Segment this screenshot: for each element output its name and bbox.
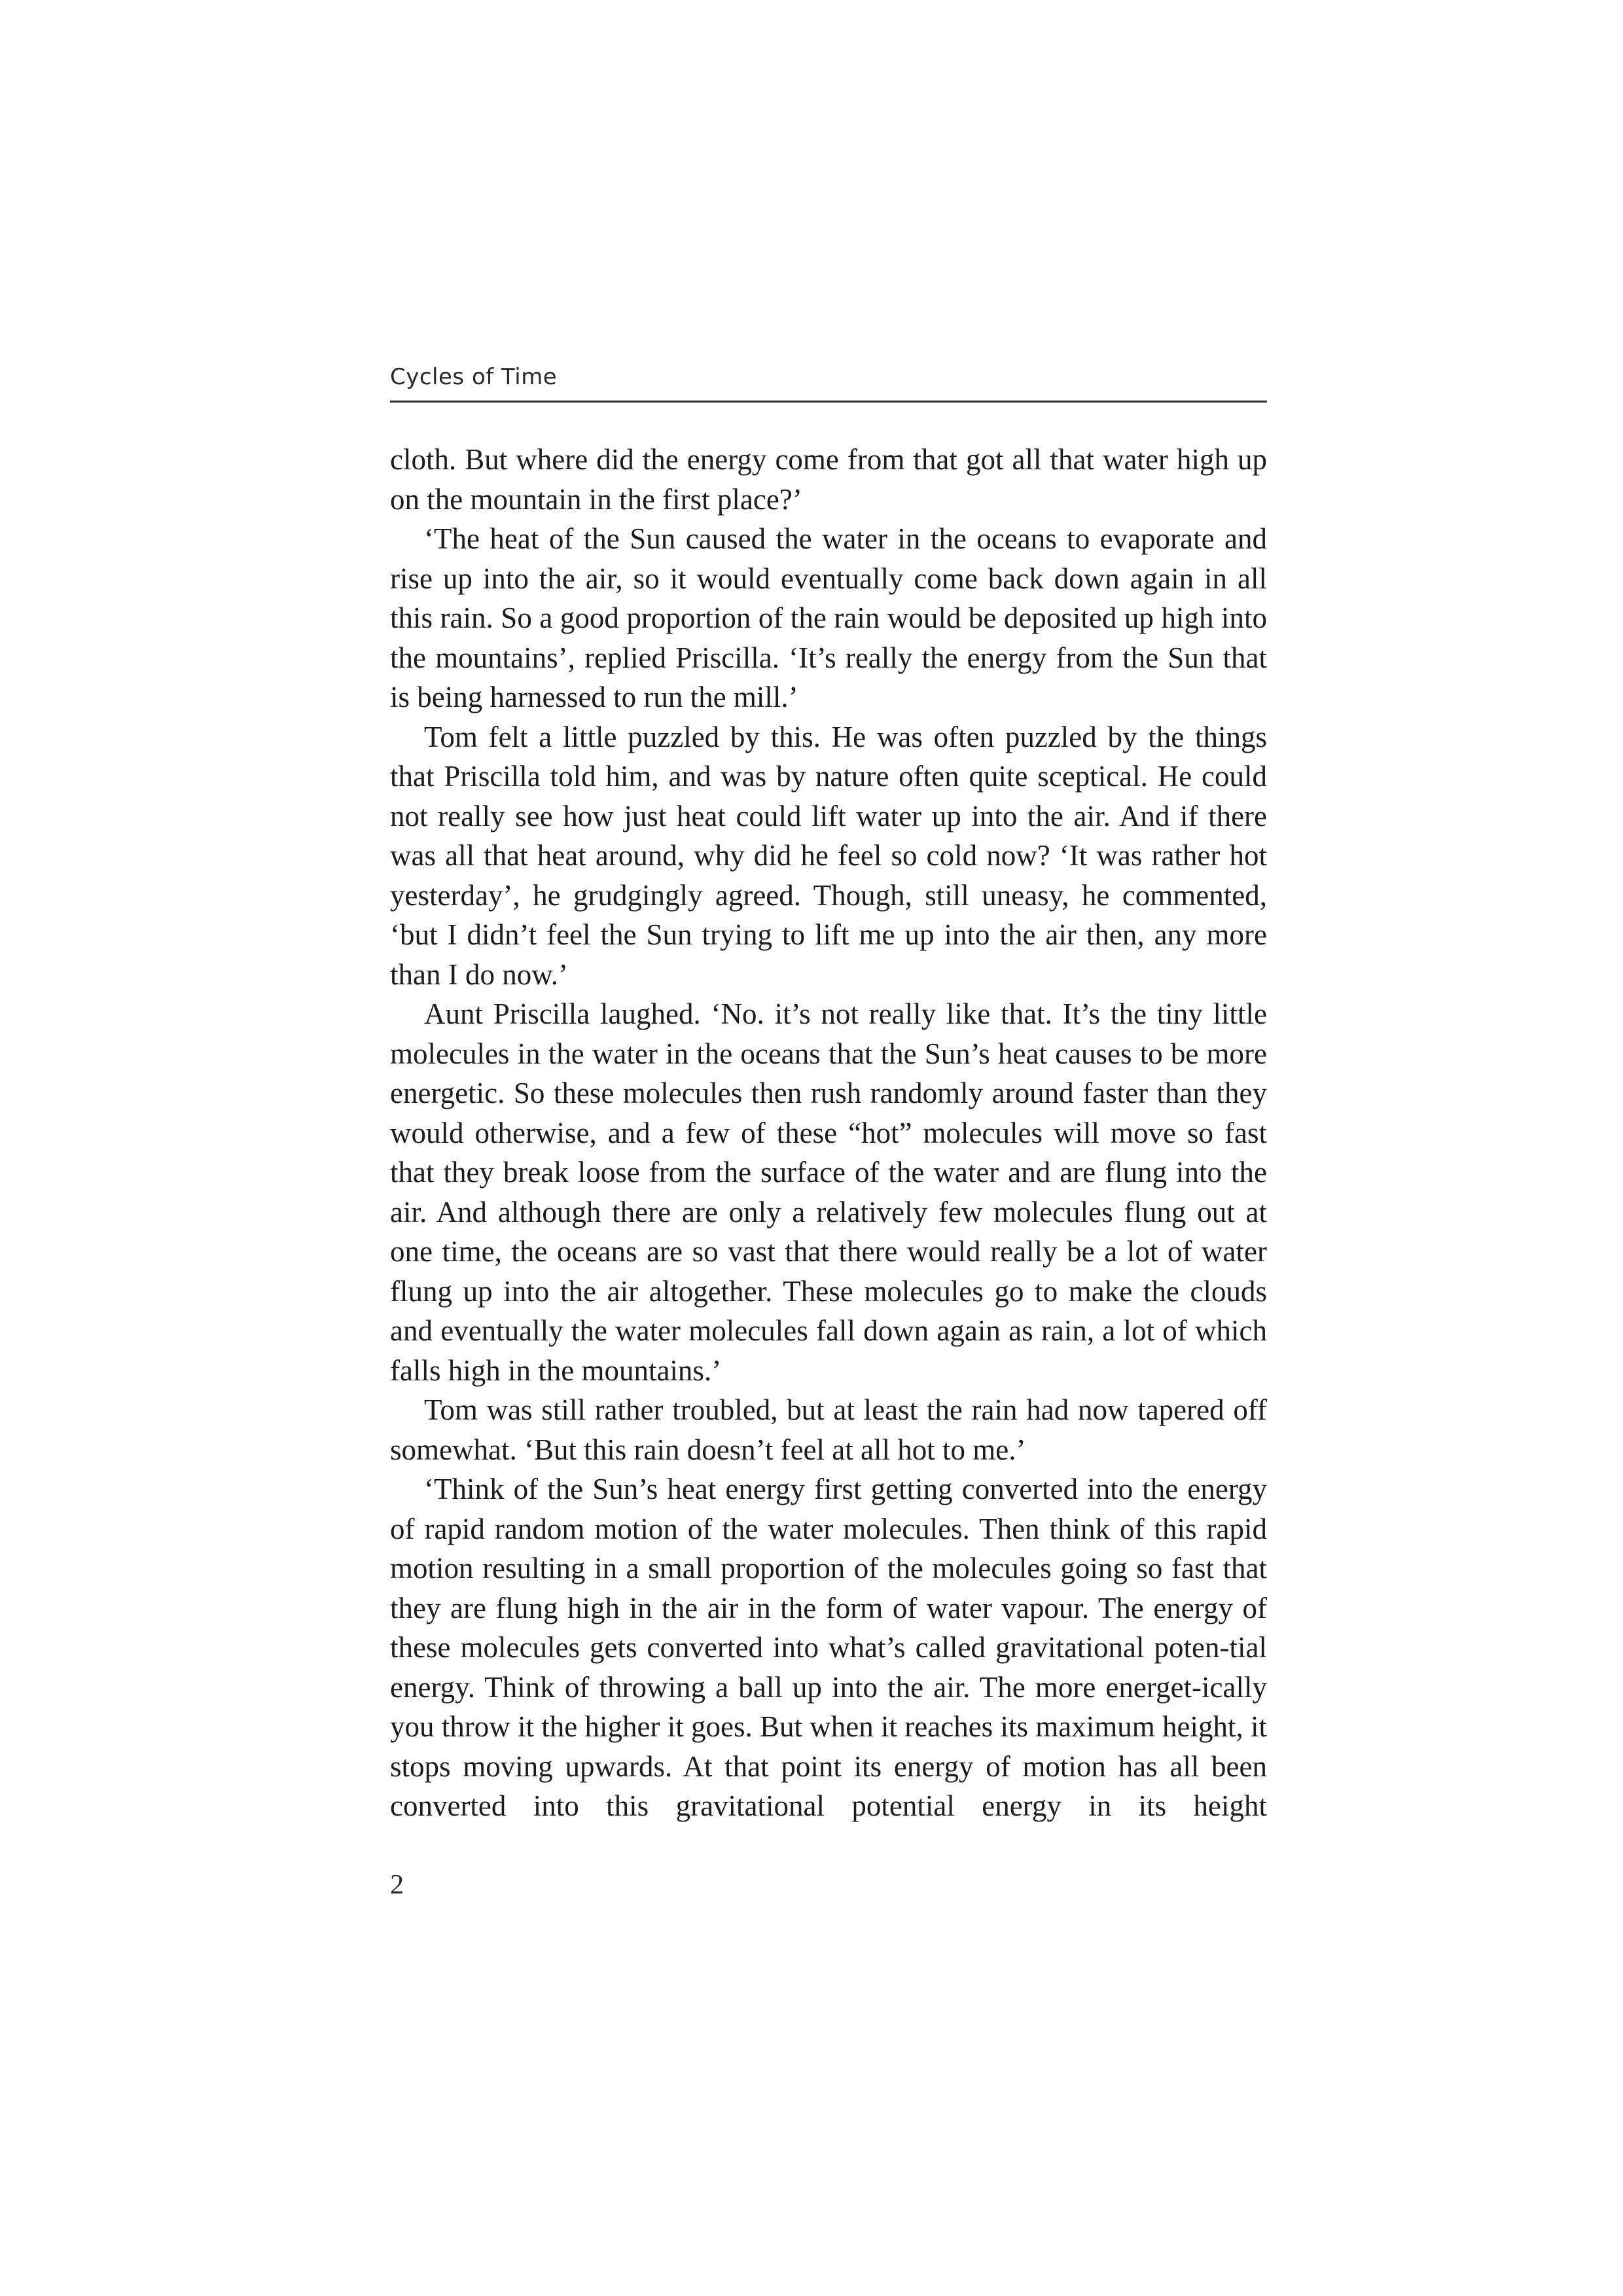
paragraph-2: ‘The heat of the Sun caused the water in the oceans to evaporate and rise up into the air, so it would eventually come back down again in all this rain. So a good proportion of the rain would be deposited up high into the mountains’, replied Priscilla. ‘It’s really the energy from the Sun that is being harnessed to run the mill.’ — [390, 522, 1267, 713]
body-text — [390, 440, 1267, 1826]
paragraph-4: Aunt Priscilla laughed. ‘No. it’s not really like that. It’s the tiny little molecules in the water in the oceans that the Sun’s heat causes to be more energetic. So these molecules then rush randomly around faster than they would otherwise, and a few of these “hot” molecules will move so fast that they break loose from the surface of the water and are flung into the air. And although there are only a relatively few molecules flung out at one time, the oceans are so vast that there would really be a lot of water flung up into the air altogether. These molecules go to make the clouds and eventually the water molecules fall down again as rain, a lot of which falls high in the mountains.’ — [390, 997, 1267, 1387]
paragraph-3: Tom felt a little puzzled by this. He was often puzzled by the things that Priscilla told him, and was by nature often quite sceptical. He could not really see how just heat could lift water up into the air. And if there was all that heat around, why did he feel so cold now? ‘It was rather hot yesterday’, he grudgingly agreed. Though, still uneasy, he commented, ‘but I didn’t feel the Sun trying to lift me up into the air then, any more than I do now.’ — [390, 720, 1267, 991]
header-rule — [390, 401, 1267, 403]
page-number: 2 — [390, 1870, 404, 1900]
paragraph-1: cloth. But where did the energy come from that got all that water high up on the mountain in the first place?’ — [390, 443, 1267, 516]
paragraph-6: ‘Think of the Sun’s heat energy first getting converted into the energy of rapid random motion of the water molecules. Then think of this rapid motion resulting in a small proportion of the molecules going so fast that they are flung high in the air in the form of water vapour. The energy of these molecules gets converted into what’s called gravitational poten-tial energy. Think of throwing a ball up into the air. The more energet-ically you throw it the higher it goes. But when it reaches its maximum height, it stops moving upwards. At that point its energy of motion has all been converted into this gravitational potential energy in its height — [390, 1473, 1267, 1822]
running-head: Cycles of Time — [390, 364, 558, 390]
paragraph-5: Tom was still rather troubled, but at least the rain had now tapered off somewhat. ‘But this rain doesn’t feel at all hot to me.’ — [390, 1393, 1267, 1466]
